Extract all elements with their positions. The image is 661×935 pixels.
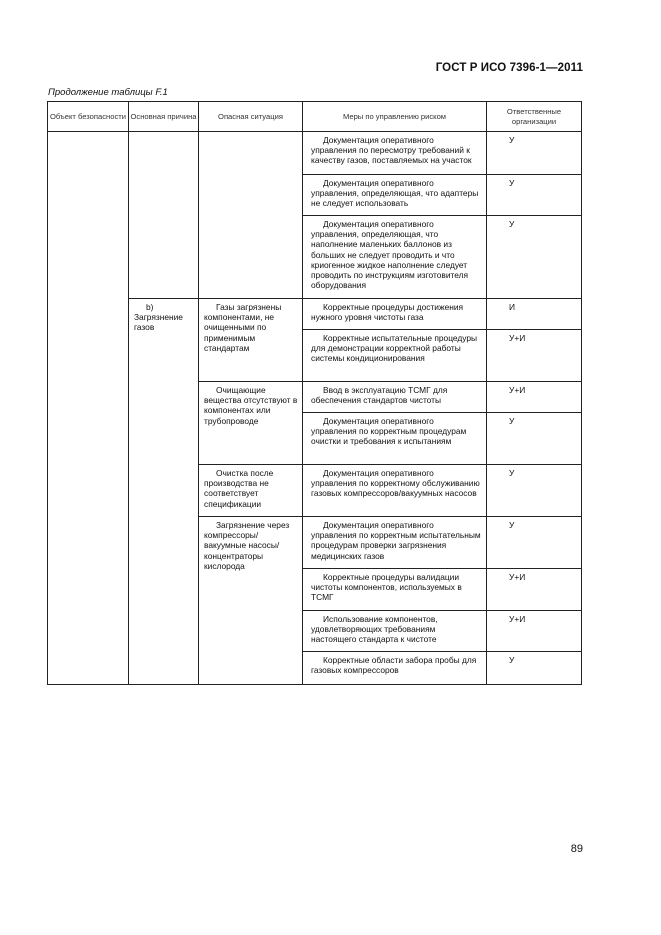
object-cell bbox=[48, 132, 129, 685]
measure-cell: Корректные процедуры валидации чистоты компонентов, используемых в ТСМГ bbox=[303, 569, 487, 611]
responsible-cell: У bbox=[487, 652, 582, 685]
cause-cell: b) Загрязнение газов bbox=[129, 299, 199, 685]
measure-cell: Документация оперативного управления по корректным испытательным процедурам проверки загрязнения медицинских газов bbox=[303, 517, 487, 569]
hazard-cell-empty bbox=[199, 132, 303, 299]
cause-cell-empty bbox=[129, 132, 199, 299]
responsible-cell: У+И bbox=[487, 569, 582, 611]
risk-table bbox=[47, 101, 582, 685]
responsible-cell: И bbox=[487, 299, 582, 330]
responsible-cell: У bbox=[487, 517, 582, 569]
hazard-cell: Загрязнение через компрессоры/вакуумные насосы/концентраторы кислорода bbox=[199, 517, 303, 685]
measure-cell: Документация оперативного управления, определяющая, что наполнение маленьких баллонов из больших не следует проводить и что криогенное жидкое наполнение следует проводить по инструкциям изготовителя оборудования bbox=[303, 216, 487, 299]
table-row bbox=[48, 299, 582, 330]
column-header-cause: Основная причина bbox=[129, 102, 199, 132]
hazard-cell: Газы загрязнены компонентами, не очищенными по применимым стандартам bbox=[199, 299, 303, 382]
measure-cell: Корректные испытательные процедуры для демонстрации корректной работы системы кондиционирования bbox=[303, 330, 487, 382]
measure-cell: Документация оперативного управления по корректным процедурам очистки и требования к испытаниям bbox=[303, 413, 487, 465]
page-number: 89 bbox=[570, 843, 583, 855]
table-row bbox=[48, 132, 582, 175]
table-caption: Продолжение таблицы F.1 bbox=[48, 87, 168, 98]
measure-cell: Документация оперативного управления по корректному обслуживанию газовых компрессоров/вакуумных насосов bbox=[303, 465, 487, 517]
measure-cell: Документация оперативного управления по пересмотру требований к качеству газов, поставляемых на участок bbox=[303, 132, 487, 175]
document-standard-header: ГОСТ Р ИСО 7396-1—2011 bbox=[435, 62, 583, 74]
responsible-cell: У bbox=[487, 413, 582, 465]
responsible-cell: У+И bbox=[487, 330, 582, 382]
measure-cell: Корректные области забора пробы для газовых компрессоров bbox=[303, 652, 487, 685]
column-header-hazard: Опасная ситуация bbox=[199, 102, 303, 132]
responsible-cell: У+И bbox=[487, 382, 582, 413]
responsible-cell: У bbox=[487, 175, 582, 216]
column-header-measures: Меры по управлению риском bbox=[303, 102, 487, 132]
responsible-cell: У bbox=[487, 216, 582, 299]
measure-cell: Использование компонентов, удовлетворяющих требованиям настоящего стандарта к чистоте bbox=[303, 611, 487, 652]
measure-cell: Документация оперативного управления, определяющая, что адаптеры не следует использовать bbox=[303, 175, 487, 216]
responsible-cell: У bbox=[487, 132, 582, 175]
measure-cell: Корректные процедуры достижения нужного уровня чистоты газа bbox=[303, 299, 487, 330]
responsible-cell: У bbox=[487, 465, 582, 517]
column-header-object: Объект безопасности bbox=[48, 102, 129, 132]
responsible-cell: У+И bbox=[487, 611, 582, 652]
hazard-cell: Очистка после производства не соответствует спецификации bbox=[199, 465, 303, 517]
column-header-responsible: Ответственные организации bbox=[487, 102, 582, 132]
measure-cell: Ввод в эксплуатацию ТСМГ для обеспечения стандартов чистоты bbox=[303, 382, 487, 413]
table-header-row bbox=[48, 102, 582, 132]
hazard-cell: Очищающие вещества отсутствуют в компонентах или трубопроводе bbox=[199, 382, 303, 465]
